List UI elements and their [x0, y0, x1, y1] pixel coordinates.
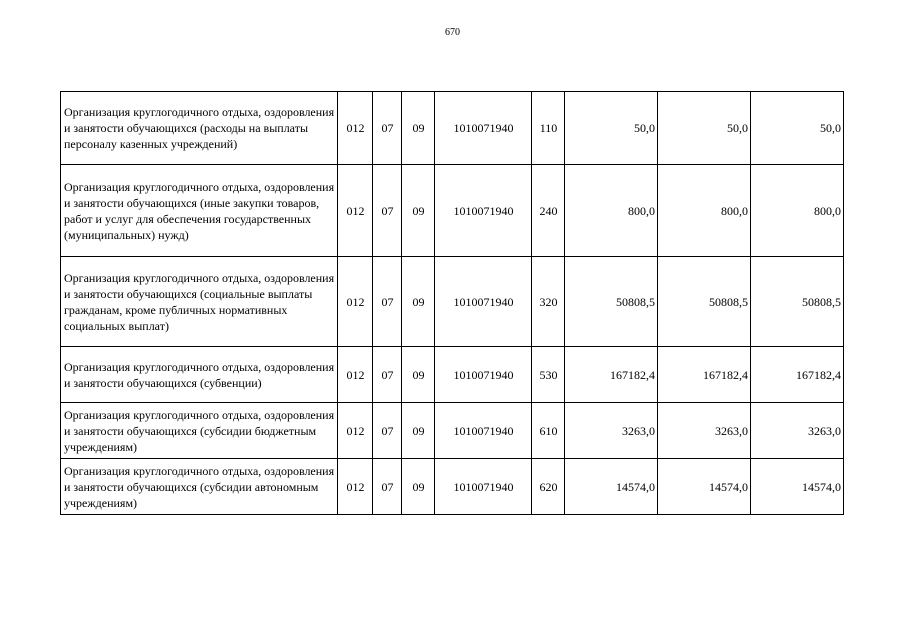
section-code-cell: 07: [373, 347, 402, 403]
grbs-code-cell: 012: [338, 257, 373, 347]
table-row: [61, 347, 844, 403]
target-item-cell: 1010071940: [435, 403, 532, 459]
amount-2-cell: 50,0: [658, 92, 751, 165]
amount-1-cell: 800,0: [565, 165, 658, 257]
table-row: [61, 92, 844, 165]
table-row: [61, 403, 844, 459]
table-row: [61, 257, 844, 347]
amount-3-cell: 800,0: [751, 165, 844, 257]
row-name-cell: Организация круглогодичного отдыха, оздоровления и занятости обучающихся (социальные выплаты гражданам, кроме публичных нормативных социальных выплат): [61, 257, 338, 347]
amount-3-cell: 167182,4: [751, 347, 844, 403]
amount-2-cell: 3263,0: [658, 403, 751, 459]
amount-3-cell: 50808,5: [751, 257, 844, 347]
amount-3-cell: 14574,0: [751, 459, 844, 515]
subsection-code-cell: 09: [402, 257, 435, 347]
amount-1-cell: 167182,4: [565, 347, 658, 403]
amount-2-cell: 167182,4: [658, 347, 751, 403]
amount-1-cell: 3263,0: [565, 403, 658, 459]
target-item-cell: 1010071940: [435, 459, 532, 515]
table-row: [61, 459, 844, 515]
grbs-code-cell: 012: [338, 347, 373, 403]
subsection-code-cell: 09: [402, 347, 435, 403]
budget-table: [60, 91, 844, 515]
section-code-cell: 07: [373, 459, 402, 515]
expense-type-cell: 110: [532, 92, 565, 165]
target-item-cell: 1010071940: [435, 165, 532, 257]
subsection-code-cell: 09: [402, 92, 435, 165]
row-name-cell: Организация круглогодичного отдыха, оздоровления и занятости обучающихся (иные закупки товаров, работ и услуг для обеспечения государственных (муниципальных) нужд): [61, 165, 338, 257]
section-code-cell: 07: [373, 257, 402, 347]
expense-type-cell: 620: [532, 459, 565, 515]
row-name-cell: Организация круглогодичного отдыха, оздоровления и занятости обучающихся (субвенции): [61, 347, 338, 403]
target-item-cell: 1010071940: [435, 347, 532, 403]
subsection-code-cell: 09: [402, 459, 435, 515]
section-code-cell: 07: [373, 92, 402, 165]
page-number: 670: [445, 27, 460, 38]
section-code-cell: 07: [373, 165, 402, 257]
amount-1-cell: 14574,0: [565, 459, 658, 515]
expense-type-cell: 610: [532, 403, 565, 459]
row-name-cell: Организация круглогодичного отдыха, оздоровления и занятости обучающихся (субсидии автономным учреждениям): [61, 459, 338, 515]
grbs-code-cell: 012: [338, 92, 373, 165]
amount-2-cell: 800,0: [658, 165, 751, 257]
grbs-code-cell: 012: [338, 403, 373, 459]
amount-3-cell: 3263,0: [751, 403, 844, 459]
section-code-cell: 07: [373, 403, 402, 459]
grbs-code-cell: 012: [338, 165, 373, 257]
row-name-cell: Организация круглогодичного отдыха, оздоровления и занятости обучающихся (расходы на выплаты персоналу казенных учреждений): [61, 92, 338, 165]
table-row: [61, 165, 844, 257]
subsection-code-cell: 09: [402, 165, 435, 257]
target-item-cell: 1010071940: [435, 92, 532, 165]
expense-type-cell: 320: [532, 257, 565, 347]
amount-1-cell: 50,0: [565, 92, 658, 165]
amount-1-cell: 50808,5: [565, 257, 658, 347]
amount-2-cell: 50808,5: [658, 257, 751, 347]
subsection-code-cell: 09: [402, 403, 435, 459]
expense-type-cell: 240: [532, 165, 565, 257]
target-item-cell: 1010071940: [435, 257, 532, 347]
amount-2-cell: 14574,0: [658, 459, 751, 515]
expense-type-cell: 530: [532, 347, 565, 403]
amount-3-cell: 50,0: [751, 92, 844, 165]
row-name-cell: Организация круглогодичного отдыха, оздоровления и занятости обучающихся (субсидии бюджетным учреждениям): [61, 403, 338, 459]
grbs-code-cell: 012: [338, 459, 373, 515]
